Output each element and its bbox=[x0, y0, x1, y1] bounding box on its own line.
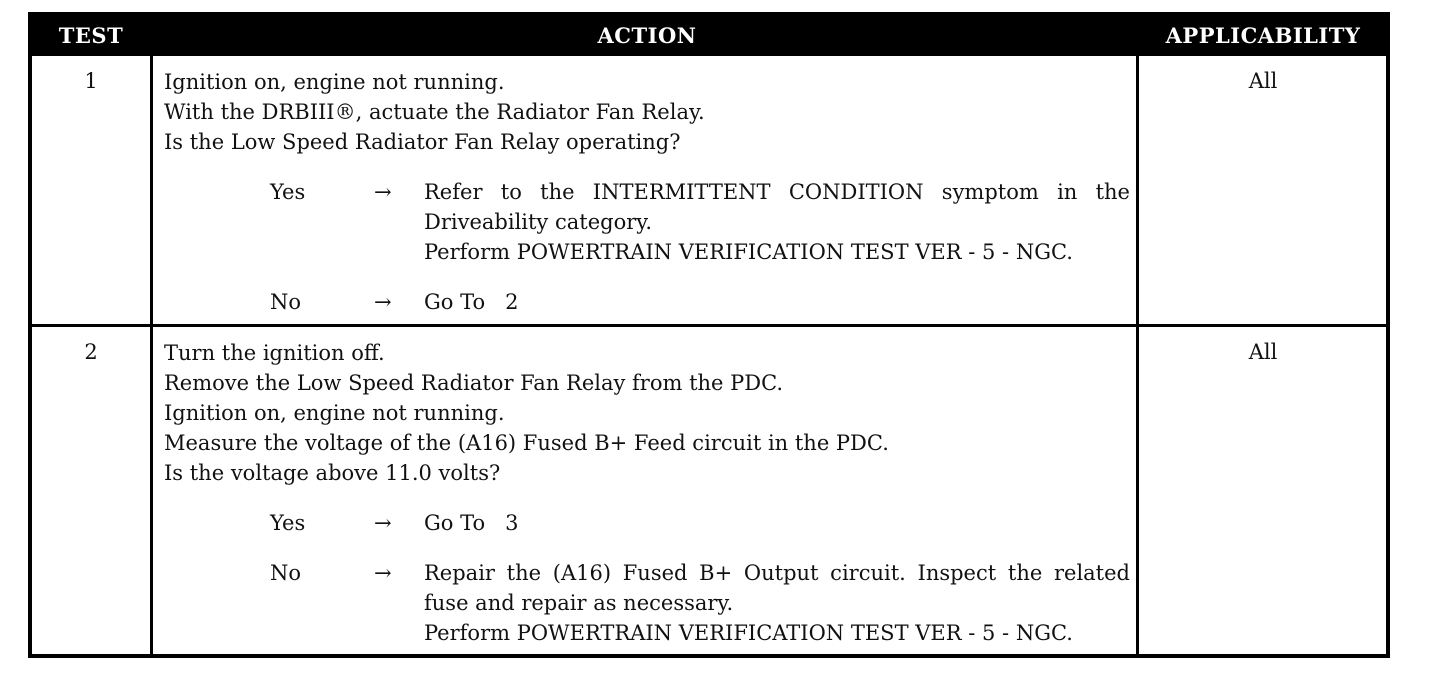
go-to-link[interactable]: Go To 3 bbox=[424, 511, 519, 535]
response-line: Repair the (A16) Fused B+ Output circuit. Inspect the related bbox=[424, 561, 1130, 585]
action-step: With the DRBIII®, actuate the Radiator Fan Relay. bbox=[164, 100, 705, 124]
yes-label: Yes bbox=[270, 180, 306, 204]
response-line: Refer to the INTERMITTENT CONDITION symptom in the bbox=[424, 180, 1130, 204]
no-response bbox=[164, 558, 1130, 648]
response-line: fuse and repair as necessary. bbox=[424, 591, 734, 615]
response-text bbox=[424, 177, 1130, 267]
arrow-icon: → bbox=[374, 290, 392, 314]
no-label: No bbox=[270, 561, 302, 585]
table-header bbox=[32, 16, 1386, 56]
no-label: No bbox=[270, 290, 302, 314]
applicability-value: All bbox=[1248, 69, 1278, 93]
action-cell bbox=[164, 67, 1130, 317]
action-step: Measure the voltage of the (A16) Fused B+ Feed circuit in the PDC. bbox=[164, 431, 889, 455]
diagnostic-test-table bbox=[28, 12, 1390, 658]
action-step: Turn the ignition off. bbox=[164, 341, 385, 365]
go-to-link[interactable]: Go To 2 bbox=[424, 290, 519, 314]
action-step: Ignition on, engine not running. bbox=[164, 70, 505, 94]
action-cell bbox=[164, 338, 1130, 648]
test-number: 2 bbox=[84, 340, 98, 364]
action-step: Ignition on, engine not running. bbox=[164, 401, 505, 425]
response-text bbox=[424, 508, 1130, 538]
action-step: Is the Low Speed Radiator Fan Relay operating? bbox=[164, 130, 681, 154]
response-line: Driveability category. bbox=[424, 210, 652, 234]
applicability-value: All bbox=[1248, 340, 1278, 364]
action-step: Remove the Low Speed Radiator Fan Relay from the PDC. bbox=[164, 371, 784, 395]
column-header-applicability: APPLICABILITY bbox=[1165, 23, 1361, 48]
arrow-icon: → bbox=[374, 511, 392, 535]
column-header-action: ACTION bbox=[597, 23, 697, 48]
arrow-icon: → bbox=[374, 561, 392, 585]
response-text bbox=[424, 287, 1130, 317]
yes-label: Yes bbox=[270, 511, 306, 535]
yes-response bbox=[164, 508, 1130, 538]
arrow-icon: → bbox=[374, 180, 392, 204]
response-text bbox=[424, 558, 1130, 648]
response-line: Perform POWERTRAIN VERIFICATION TEST VER - 5 - NGC. bbox=[424, 240, 1073, 264]
no-response bbox=[164, 287, 1130, 317]
action-step: Is the voltage above 11.0 volts? bbox=[164, 461, 501, 485]
column-header-test: TEST bbox=[58, 23, 124, 48]
test-number: 1 bbox=[84, 69, 98, 93]
yes-response bbox=[164, 177, 1130, 267]
table-row bbox=[32, 327, 1386, 658]
response-line: Perform POWERTRAIN VERIFICATION TEST VER - 5 - NGC. bbox=[424, 621, 1073, 645]
table-row bbox=[32, 56, 1386, 324]
